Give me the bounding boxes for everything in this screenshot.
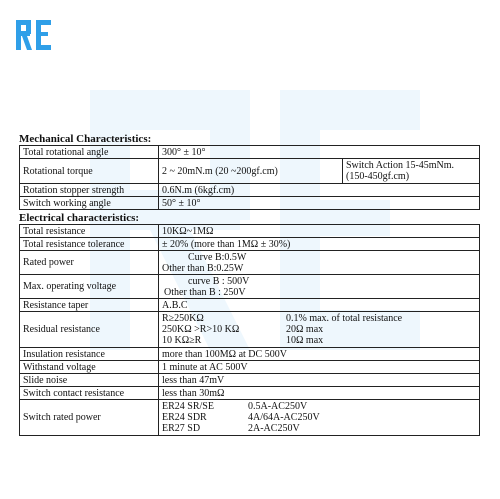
row-label: Switch working angle	[20, 197, 159, 210]
table-row	[20, 348, 480, 361]
residual-value: 0.1% max. of total resistance	[286, 313, 403, 324]
max-voltage-curve-b: curve B : 500V	[188, 275, 250, 287]
row-label: Switch rated power	[20, 400, 159, 436]
residual-value: 20Ω max	[286, 324, 324, 335]
row-label: Residual resistance	[20, 312, 159, 348]
row-label: Slide noise	[20, 374, 159, 387]
table-row	[20, 361, 480, 374]
table-row	[20, 251, 480, 275]
switch-power-row	[162, 423, 476, 434]
table-row	[20, 312, 480, 348]
table-row	[20, 238, 480, 251]
residual-range: 250KΩ >R>10 KΩ	[162, 324, 240, 335]
switch-power-row	[162, 412, 476, 423]
row-value: more than 100MΩ at DC 500V	[159, 348, 480, 361]
row-value: ± 20% (more than 1MΩ ± 30%)	[159, 238, 480, 251]
row-label: Rotational torque	[20, 159, 159, 184]
table-row	[20, 387, 480, 400]
residual-row	[162, 313, 476, 324]
electrical-title: Electrical characteristics:	[19, 212, 140, 224]
row-value: 50° ± 10°	[159, 197, 480, 210]
electrical-table	[19, 224, 480, 436]
residual-range: 10 KΩ≥R	[162, 335, 202, 346]
switch-rating: 2A-AC250V	[248, 423, 300, 434]
row-value: 0.6N.m (6kgf.cm)	[159, 184, 480, 197]
residual-range: R≥250KΩ	[162, 313, 204, 324]
row-label: Withstand voltage	[20, 361, 159, 374]
switch-model: ER27 SD	[162, 423, 201, 434]
mechanical-title: Mechanical Characteristics:	[19, 133, 152, 145]
row-label: Total rotational angle	[20, 146, 159, 159]
table-row	[20, 299, 480, 312]
row-value: 2 ~ 20mN.m (20 ~200gf.cm)	[162, 165, 278, 177]
table-row	[20, 197, 480, 210]
row-label: Resistance taper	[20, 299, 159, 312]
table-row	[20, 374, 480, 387]
residual-row	[162, 335, 476, 346]
row-label: Rated power	[20, 251, 159, 275]
rated-power-curve-b: Curve B:0.5W	[188, 251, 247, 263]
row-label: Insulation resistance	[20, 348, 159, 361]
spec-sheet	[19, 133, 479, 436]
row-label: Total resistance tolerance	[20, 238, 159, 251]
table-row	[20, 146, 480, 159]
row-label: Rotation stopper strength	[20, 184, 159, 197]
row-value: less than 30mΩ	[159, 387, 480, 400]
rated-power-other: Other than B:0.25W	[162, 262, 244, 274]
switch-rating: 4A/64A-AC250V	[248, 412, 320, 423]
company-logo	[14, 14, 54, 54]
table-row	[20, 159, 480, 184]
switch-model: ER24 SR/SE	[162, 401, 214, 412]
row-label: Total resistance	[20, 225, 159, 238]
switch-rating: 0.5A-AC250V	[248, 401, 308, 412]
row-value: A.B.C	[159, 299, 480, 312]
table-row	[20, 225, 480, 238]
mechanical-table	[19, 145, 480, 210]
switch-model: ER24 SDR	[162, 412, 207, 423]
row-value: 1 minute at AC 500V	[159, 361, 480, 374]
max-voltage-other: Other than B : 250V	[164, 286, 246, 298]
table-row	[20, 184, 480, 197]
switch-power-row	[162, 401, 476, 412]
row-label: Switch contact resistance	[20, 387, 159, 400]
row-value: less than 47mV	[159, 374, 480, 387]
switch-action-torque: Switch Action 15-45mNm. (150-450gf.cm)	[342, 159, 476, 183]
row-value: 10KΩ~1MΩ	[159, 225, 480, 238]
table-row	[20, 275, 480, 299]
row-value: 300° ± 10°	[159, 146, 480, 159]
residual-value: 10Ω max	[286, 335, 324, 346]
table-row	[20, 400, 480, 436]
residual-row	[162, 324, 476, 335]
row-label: Max. operating voltage	[20, 275, 159, 299]
